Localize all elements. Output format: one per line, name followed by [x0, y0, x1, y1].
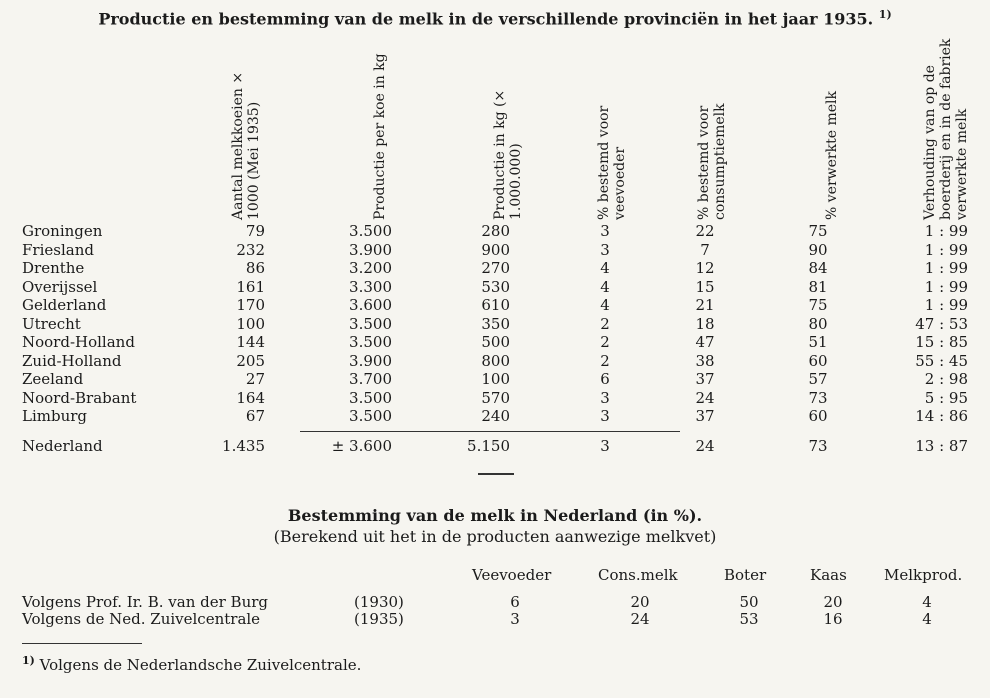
footnote-text: Volgens de Nederlandsche Zuivelcentrale.	[39, 656, 362, 674]
table-cell: 270	[481, 259, 510, 277]
total-label: Nederland	[22, 437, 103, 455]
bestemming-header: Veevoeder	[472, 566, 552, 584]
table-cell: 3	[600, 388, 610, 407]
bestemming-title: Bestemming van de melk in Nederland (in %).	[287, 506, 703, 525]
section-divider	[478, 473, 514, 475]
total-cell: 24	[695, 437, 715, 455]
table-cell: 610	[481, 296, 510, 314]
table-row	[0, 333, 990, 351]
table-cell: 240	[481, 407, 510, 425]
table-cell: 37	[695, 407, 715, 425]
province-name: Zuid-Holland	[22, 351, 122, 370]
table-cell: 100	[481, 370, 510, 388]
table-cell: 3	[600, 407, 610, 425]
table-cell: 1 : 99	[924, 259, 968, 277]
province-name: Noord-Brabant	[22, 388, 137, 407]
table-cell: 3	[600, 222, 610, 240]
table-cell: 67	[245, 407, 265, 425]
table-cell: 350	[481, 314, 510, 333]
table-cell: 57	[808, 370, 828, 388]
table-cell: 1 : 99	[924, 240, 968, 259]
table-cell: 3	[600, 240, 610, 259]
table-cell: 81	[808, 277, 828, 296]
column-header-productie-per-koe: Productie per koe in kg	[372, 53, 388, 220]
table-cell: 75	[808, 296, 828, 314]
table-cell: 1 : 99	[924, 222, 968, 240]
table-cell: 570	[481, 388, 510, 407]
table-cell: 1 : 99	[924, 277, 968, 296]
province-name: Drenthe	[22, 259, 85, 277]
table-row	[0, 352, 990, 370]
total-row	[0, 437, 990, 455]
table-row	[0, 259, 990, 277]
province-name: Limburg	[22, 407, 88, 425]
table-cell: 18	[695, 314, 715, 333]
table-cell: 164	[236, 388, 265, 407]
footnote-rule	[22, 643, 142, 644]
table-cell: 2	[600, 314, 610, 333]
province-name: Groningen	[22, 222, 103, 240]
province-name: Noord-Holland	[22, 333, 135, 351]
bestemming-row: Volgens de Ned. Zuivelcentrale (1935) 3 24 53 16 4	[22, 610, 932, 628]
table-cell: 55 : 45	[915, 351, 968, 370]
footnote-marker: 1)	[22, 654, 35, 667]
footnote	[22, 654, 361, 674]
table-cell: 15 : 85	[915, 333, 968, 351]
table-cell: 280	[481, 222, 510, 240]
table-row	[0, 370, 990, 388]
total-cell: ± 3.600	[331, 437, 392, 455]
table-cell: 3.600	[349, 296, 392, 314]
column-header-verwerkte-melk: % verwerkte melk	[824, 91, 840, 220]
table-cell: 3.200	[349, 259, 392, 277]
total-cell: 13 : 87	[915, 437, 968, 455]
total-cell: 73	[808, 437, 828, 455]
table-cell: 900	[481, 240, 510, 259]
table-cell: 75	[808, 222, 828, 240]
table-cell: 2	[600, 351, 610, 370]
column-header-productie-kg: Productie in kg (× 1.000.000)	[492, 89, 524, 220]
province-name: Overijssel	[22, 277, 98, 296]
bestemming-header: Melkprod.	[884, 566, 963, 584]
table-cell: 79	[245, 222, 265, 240]
table-cell: 2	[600, 333, 610, 351]
table-cell: 144	[236, 333, 265, 351]
table-row	[0, 407, 990, 425]
table-cell: 90	[808, 240, 828, 259]
table-cell: 800	[481, 351, 510, 370]
bestemming-header: Cons.melk	[598, 566, 678, 584]
table-cell: 4	[600, 296, 610, 314]
table-cell: 500	[481, 333, 510, 351]
column-header-veevoeder: % bestemd voor veevoeder	[596, 105, 628, 220]
bestemming-header: Kaas	[810, 566, 847, 584]
table-cell: 3.500	[349, 388, 392, 407]
table-row	[0, 222, 990, 240]
table-cell: 22	[695, 222, 715, 240]
column-header-melkkoeien: Aantal melkkoeien × 1000 (Mei 1935)	[230, 71, 262, 220]
table-cell: 161	[236, 277, 265, 296]
table-cell: 7	[700, 240, 710, 259]
table-cell: 21	[695, 296, 715, 314]
table-row	[0, 315, 990, 333]
title-text: Productie en bestemming van de melk in de verschillende provinciën in het jaar 1935.	[98, 9, 874, 29]
table-cell: 4	[600, 277, 610, 296]
table-cell: 6	[600, 370, 610, 388]
table-cell: 530	[481, 277, 510, 296]
table-row	[0, 241, 990, 259]
table-cell: 60	[808, 407, 828, 425]
bestemming-header: Boter	[724, 566, 767, 584]
table-cell: 24	[695, 388, 715, 407]
table-cell: 86	[245, 259, 265, 277]
table-cell: 232	[236, 240, 265, 259]
table-cell: 205	[236, 351, 265, 370]
column-header-consumptiemelk: % bestemd voor consumptiemelk	[696, 103, 728, 220]
table-cell: 3.900	[349, 351, 392, 370]
province-name: Gelderland	[22, 296, 107, 314]
total-rule	[300, 431, 680, 432]
table-cell: 100	[236, 314, 265, 333]
table-row	[0, 296, 990, 314]
table-cell: 3.900	[349, 240, 392, 259]
total-cell: 3	[600, 437, 610, 455]
column-header-verhouding: Verhouding van op de boerderij en in de fabriek verwerkte melk	[922, 38, 970, 220]
table-cell: 27	[245, 370, 265, 388]
table-cell: 51	[808, 333, 828, 351]
table-cell: 3.500	[349, 407, 392, 425]
table-cell: 12	[695, 259, 715, 277]
total-cell: 1.435	[222, 437, 265, 455]
table-cell: 4	[600, 259, 610, 277]
table-cell: 37	[695, 370, 715, 388]
table-cell: 60	[808, 351, 828, 370]
table-cell: 170	[236, 296, 265, 314]
table-cell: 3.700	[349, 370, 392, 388]
table-cell: 3.500	[349, 314, 392, 333]
table-cell: 3.300	[349, 277, 392, 296]
title-footnote-marker: 1)	[878, 8, 892, 21]
table-cell: 84	[808, 259, 828, 277]
province-name: Utrecht	[22, 314, 81, 333]
total-cell: 5.150	[467, 437, 510, 455]
province-name: Zeeland	[22, 370, 84, 388]
table-cell: 3.500	[349, 333, 392, 351]
table-cell: 47 : 53	[915, 314, 968, 333]
table-cell: 1 : 99	[924, 296, 968, 314]
table-cell: 47	[695, 333, 715, 351]
table-cell: 5 : 95	[924, 388, 968, 407]
table-row	[0, 278, 990, 296]
table-cell: 73	[808, 388, 828, 407]
table-cell: 80	[808, 314, 828, 333]
bestemming-subtitle: (Berekend uit het in de producten aanwezige melkvet)	[273, 527, 717, 546]
table-row	[0, 389, 990, 407]
province-name: Friesland	[22, 240, 94, 259]
bestemming-row: Volgens Prof. Ir. B. van der Burg (1930) 6 20 50 20 4	[22, 593, 932, 611]
table-cell: 15	[695, 277, 715, 296]
table-cell: 3.500	[349, 222, 392, 240]
table-cell: 2 : 98	[924, 370, 968, 388]
page-title	[0, 8, 990, 28]
table-cell: 38	[695, 351, 715, 370]
table-cell: 14 : 86	[915, 407, 968, 425]
